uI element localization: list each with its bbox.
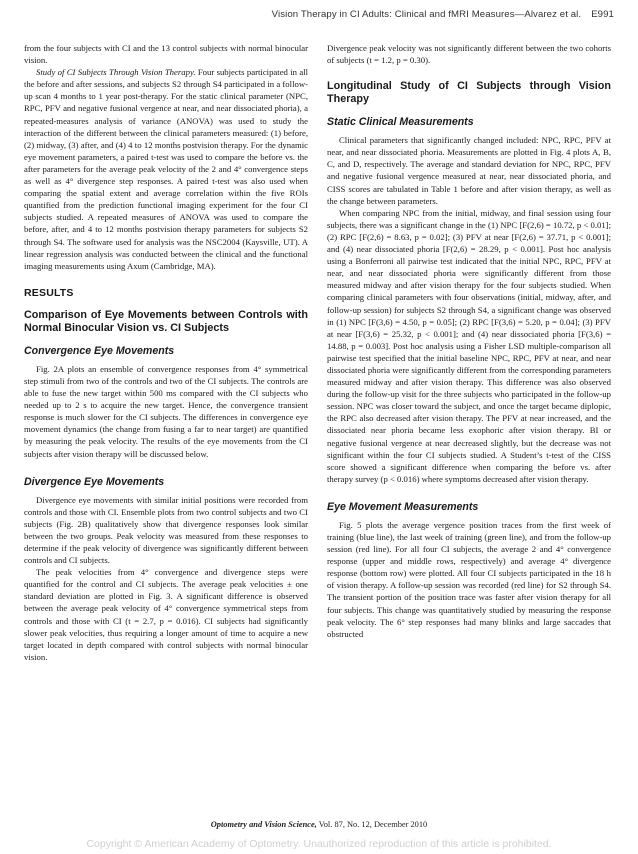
divergence-heading: Divergence Eye Movements (24, 475, 165, 488)
comparison-heading: Comparison of Eye Movements between Controls with Normal Binocular Vision vs. CI Subjects (24, 308, 308, 334)
left-para-1: from the four subjects with CI and the 13 control subjects with normal binocular vision. (24, 43, 308, 66)
journal-citation: Vol. 87, No. 12, December 2010 (318, 820, 428, 829)
journal-footer (0, 820, 638, 829)
convergence-heading: Convergence Eye Movements (24, 344, 175, 357)
static-measurements-heading: Static Clinical Measurements (327, 116, 474, 129)
right-para-3: When comparing NPC from the initial, midway, and final session using four subjects, there was a significant change in the (1) NPC [F(2,6) = 10.72, p < 0.01]; (2) RPC [F(2,6) = 8.63, p = 0.02]; (3) PFV at near [F(2,6) = 37.71, p < 0.001]; and (4) near dissociated phoria [F(2,6) = 28.29, p < 0.001]. Post hoc analysis using a Bonferroni all pairwise test indicated that the initial NPC, RPC, PFV at near, and near dissociated phoria were significantly different from those measured midway and after vision therapy for the four subjects studied. When comparing clinical parameters with four observations (initial, midway, after, and follow-up session) for subjects S2 through S4, a significant change was observed in (1) NPC [F(3,6) = 4.50, p = 0.05]; (2) RPC [F(3,6) = 5.20, p = 0.04]; (3) PFV at near [F(3,6) = 25.32, p < 0.001]; and (4) near dissociated phoria [F(3,6) = 14.88, p = 0.003]. Post hoc analysis using a Fisher LSD multiple-comparison all pairwise test specified that the initial baseline NPC, RPC, PFV at near, and near dissociated phoria were significantly different from the corresponding parameters measured midway and after vision therapy. This difference was also observed during the follow-up visit for the three subjects who participated in the follow-up session. NPC was closer toward the subject, and once the target became diplopic, the RPC also decreased after vision therapy. The PFV at near increased, and the dissociated near phoria became less exophoric after vision therapy. BI or negative fusional vergence at near decreased slightly, but the decrease was not significant within the four CI subjects studied. A Student’s t-test of the CISS score showed a significant difference when comparing the before vs. after therapy survey (p < 0.016) where symptoms decreased after vision therapy. (327, 207, 611, 484)
running-title: Vision Therapy in CI Adults: Clinical and fMRI Measures—Alvarez et al. (271, 9, 582, 20)
running-header (24, 9, 614, 20)
right-para-2: Clinical parameters that significantly changed included: NPC, RPC, PFV at near, and near dissociated phoria. Measurements are plotted in Fig. 4 plots A, B, C, and D, respectively. The average and standard deviation for NPC, RPC, PFV and negative fusional vergence measured at near, near dissociated phoria, and CISS scores are tabulated in Table 1 before and after vision therapy, as well as the change between parameters. (327, 135, 611, 206)
left-para-2 (24, 66, 308, 272)
eye-movement-heading: Eye Movement Measurements (327, 500, 479, 513)
right-para-4: Fig. 5 plots the average vergence position traces from the first week of training (blue line), the last week of training (green line), and from the follow-up session (red line). For all four CI subjects, the average 2 and 4° convergence response (upper and middle rows, respectively) and average 4° divergence response (bottom row) were plotted. All four CI subjects participated in the 18 h of vision therapy. A follow-up session was recorded (red line) for S2 through S4. The transient portion of the position trace was faster after vision therapy for all four subjects. This change was quantitatively studied by measuring the response peak velocity. The 6° step responses had many blinks and large saccades that obstructed (327, 519, 611, 639)
right-para-1: Divergence peak velocity was not significantly different between the two cohorts of subjects (t = 1.2, p = 0.30). (327, 43, 611, 66)
results-heading: RESULTS (24, 286, 74, 299)
study-inline-heading: Study of CI Subjects Through Vision Therapy. (36, 67, 196, 78)
longitudinal-heading: Longitudinal Study of CI Subjects through Vision Therapy (327, 80, 611, 106)
page-number: E991 (591, 9, 614, 20)
left-column (24, 42, 308, 663)
left-para-3: Fig. 2A plots an ensemble of convergence responses from 4° symmetrical step stimuli from two of the controls and two of the CI subjects. The controls are able to fuse the new target within 500 ms compared with the CI subjects who needed up to 2 s to acquire the new target. Hence, the convergence transient response is much slower for the CI subjects. The differences in convergence eye movement dynamics (the change from fusing a far to near target) are quantified by measuring the peak velocity. The results of the eye movements from the CI subjects after vision therapy will be discussed below. (24, 363, 308, 459)
left-para-5: The peak velocities from 4° convergence and divergence steps were quantified for the control and CI subjects. The average peak velocities ± one standard deviation are plotted in Fig. 3. A significant difference is observed between the average peak velocity of 4° convergence symmetrical steps from controls and those with CI (t = 2.7, p = 0.016). CI subjects had significantly slower peak velocities, thus requiring a longer amount of time to acquire a new target located in depth compared with control subjects with normal binocular vision. (24, 567, 308, 662)
journal-name: Optometry and Vision Science, (210, 820, 317, 829)
copyright-notice: Copyright © American Academy of Optometry. Unauthorized reproduction of this article is prohibited. (86, 838, 552, 850)
left-para-4: Divergence eye movements with similar initial positions were recorded from controls and those with CI. Ensemble plots from two control subjects and two CI subjects (Fig. 2B) qualitatively show that divergence responses look similar between the two groups. Peak velocity was measured from these responses to determine if the peak velocity of divergence was significantly different between controls and CI subjects. (24, 494, 308, 566)
left-para-2-body: Four subjects participated in all the before and after sessions, and subjects S2 through S4 participated in a follow-up scan 4 months to 1 year post-therapy. For the static clinical parameter (NPC, RPC, PFV and negative fusional vergence at near, and near dissociated phoria), a repeated-measures analysis of variance (ANOVA) was used to study the interaction of the different between the clinical parameters measured: (1) before, (2) midway, (3) after, and (4) 4 to 12 months postvision therapy. For the dynamic eye movement parameters, a paired t-test was used to compare the before vs. the after parameters for the average peak velocity of the 2 and 4° convergence steps as well as 4° divergence step responses. A paired t-test was also used when comparing the spatial extent and average correlation within the five ROIs quantified from the prediction functional imaging experiment for the four CI subjects studied. A repeated measures of ANOVA was used to compare the before, after, and 4 to 12 months postvision therapy parameters for subjects S2 through S4. The software used for analysis was the NSC2004 (Kaysville, UT). A linear regression analysis was conducted between the clinical and the functional imaging measurements using Axum (Cambridge, MA). (24, 67, 308, 271)
right-column (327, 42, 611, 640)
